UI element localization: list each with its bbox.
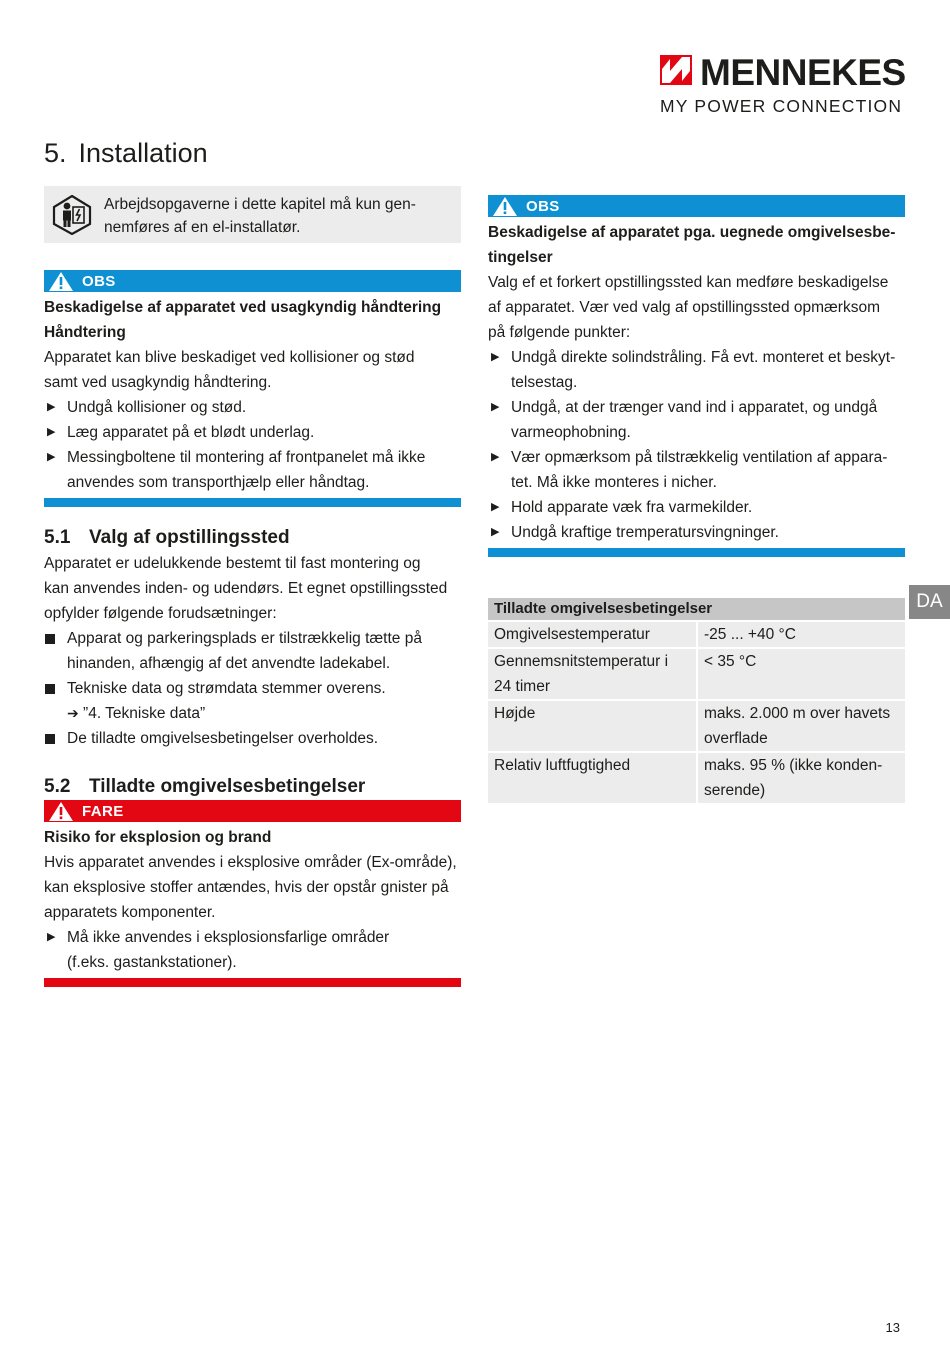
table-row [488, 621, 905, 648]
table-row [488, 700, 905, 752]
notice-body: apparatets komponenter. [44, 904, 216, 921]
table-header-row [488, 598, 905, 621]
logo-tagline: MY POWER CONNECTION [660, 96, 903, 116]
notice-heading: tingelser [488, 249, 553, 266]
list-item: ▶ Læg apparatet på et blødt underlag. [44, 420, 461, 445]
list-item: ▶ Undgå, at der trænger vand ind i apparatet, og undgå varmeophobning. [488, 395, 905, 445]
chapter-title-text: Installation [78, 138, 208, 168]
list-item: ▶ Må ikke anvendes i eksplosionsfarlige områder (f.eks. gastankstationer). [44, 925, 461, 975]
arrow-right-icon: ➔ [67, 705, 79, 721]
list-item: ▶ Hold apparate væk fra varmekilder. [488, 495, 905, 520]
notice-body: kan eksplosive stoffer antændes, hvis der opstår gnister på [44, 879, 449, 896]
conditions-table [488, 598, 905, 803]
paragraph-line: Apparatet er udelukkende bestemt til fast montering og [44, 555, 421, 572]
cross-reference[interactable] [44, 701, 461, 726]
list-item: ▶ Vær opmærksom på tilstrækkelig ventilation af appara- tet. Må ikke monteres i nicher. [488, 445, 905, 495]
section-heading-5-2: 5.2 Tilladte omgivelsesbetingelser [44, 776, 366, 797]
list-item: Apparat og parkeringsplads er tilstrækkelig tætte på hinanden, afhængig af det anvendte ladekabel. [44, 626, 461, 676]
list-item: ▶ Undgå direkte solindstråling. Få evt. monteret et beskyt- telsestag. [488, 345, 905, 395]
triangle-bullet-icon: ▶ [491, 501, 500, 513]
warning-icon [48, 271, 74, 292]
paragraph-line: opfylder følgende forudsætninger: [44, 605, 277, 622]
warning-icon [492, 196, 518, 217]
triangle-bullet-icon: ▶ [47, 426, 56, 438]
chapter-number: 5. [44, 138, 67, 168]
page-number: 13 [885, 1320, 900, 1335]
logo-wordmark: MENNEKES [700, 52, 906, 93]
table-cell-value: -25 ... +40 °C [697, 621, 905, 648]
table-row [488, 752, 905, 803]
triangle-bullet-icon: ▶ [47, 401, 56, 413]
left-column [44, 186, 461, 987]
notice-end-line [44, 498, 461, 507]
electrician-notice [44, 186, 461, 243]
notice-body: af apparatet. Vær ved valg af opstillingssted opmærksom [488, 299, 880, 316]
brand-logo [660, 52, 905, 118]
notice-body: samt ved usagkyndig håndtering. [44, 374, 272, 391]
triangle-bullet-icon: ▶ [47, 931, 56, 943]
list-item: ▶ Messingboltene til montering af frontpanelet må ikke anvendes som transporthjælp eller håndtag. [44, 445, 461, 495]
square-bullet-icon [45, 684, 55, 694]
table-row [488, 648, 905, 700]
notice-label: OBS [82, 273, 116, 290]
language-tab: DA [909, 585, 950, 619]
list-item: De tilladte omgivelsesbetingelser overholdes. [44, 726, 461, 751]
table-cell-value: < 35 °C [697, 648, 905, 700]
notice-heading: Beskadigelse af apparatet pga. uegnede omgivelsesbe- [488, 224, 896, 241]
cross-reference-text: ”4. Tekniske data” [83, 705, 206, 722]
triangle-bullet-icon: ▶ [47, 451, 56, 463]
square-bullet-icon [45, 634, 55, 644]
notice-subheading: Håndtering [44, 324, 126, 341]
table-cell-key: Omgivelsestemperatur [488, 621, 697, 648]
notice-fare-bar [44, 800, 461, 822]
warning-icon [48, 801, 74, 822]
notice-label: FARE [82, 803, 124, 820]
notice-heading: Beskadigelse af apparatet ved usagkyndig håndtering [44, 299, 442, 316]
table-cell-value: maks. 95 % (ikke konden- serende) [697, 752, 905, 803]
list-item: ▶ Undgå kollisioner og stød. [44, 395, 461, 420]
logo-mark-icon [660, 55, 692, 85]
triangle-bullet-icon: ▶ [491, 351, 500, 363]
notice-end-line [488, 548, 905, 557]
notice-body: på følgende punkter: [488, 324, 631, 341]
notice-obs-bar [488, 195, 905, 217]
electrician-notice-text: Arbejdsopgaverne i dette kapitel må kun gen- nemføres af en el-installatør. [104, 196, 416, 236]
table-cell-value: maks. 2.000 m over havets overflade [697, 700, 905, 752]
notice-label: OBS [526, 198, 560, 215]
right-column [488, 195, 905, 803]
table-header: Tilladte omgivelsesbetingelser [488, 598, 905, 621]
list-item: ▶ Undgå kraftige tremperatursvingninger. [488, 520, 905, 545]
notice-heading: Risiko for eksplosion og brand [44, 829, 272, 846]
triangle-bullet-icon: ▶ [491, 526, 500, 538]
electrician-icon [52, 195, 92, 235]
notice-obs-bar [44, 270, 461, 292]
square-bullet-icon [45, 734, 55, 744]
notice-body: Hvis apparatet anvendes i eksplosive områder (Ex-område), [44, 854, 457, 871]
triangle-bullet-icon: ▶ [491, 401, 500, 413]
notice-body: Valg ef et forkert opstillingssted kan medføre beskadigelse [488, 274, 889, 291]
triangle-bullet-icon: ▶ [491, 451, 500, 463]
table-cell-key: Gennemsnitstemperatur i 24 timer [488, 648, 697, 700]
table-cell-key: Relativ luftfugtighed [488, 752, 697, 803]
notice-obs-content [488, 220, 905, 545]
notice-end-line [44, 978, 461, 987]
notice-fare-content [44, 825, 461, 975]
notice-body: Apparatet kan blive beskadiget ved kollisioner og stød [44, 349, 415, 366]
paragraph-line: kan anvendes inden- og udendørs. Et egnet opstillingssted [44, 580, 448, 597]
chapter-title [44, 138, 208, 169]
notice-obs-content [44, 295, 461, 495]
section-heading-5-1: 5.1 Valg af opstillingssted [44, 527, 290, 548]
table-cell-key: Højde [488, 700, 697, 752]
list-item: Tekniske data og strømdata stemmer overens. [44, 676, 461, 701]
